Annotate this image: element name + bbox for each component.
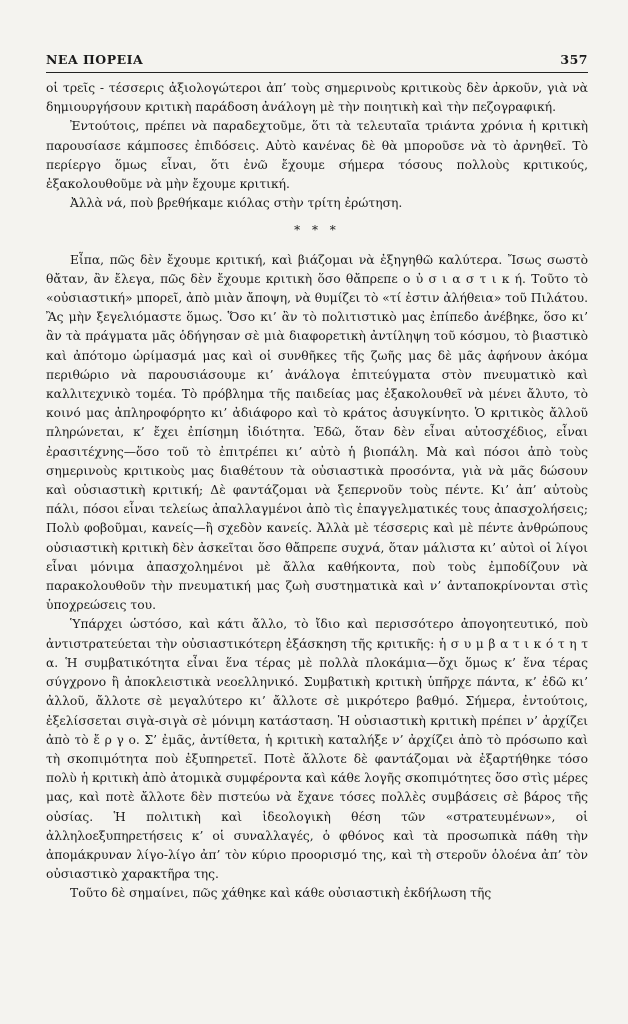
article-body <box>46 79 588 904</box>
paragraph: Ἀλλὰ νά, ποὺ βρεθήκαμε κιόλας στὴν τρίτη ἐρώτηση. <box>70 196 403 211</box>
running-header <box>46 0 588 73</box>
paragraph: Τοῦτο δὲ σημαίνει, πῶς χάθηκε καὶ κάθε οὐσιαστικὴ ἐκδήλωση τῆς <box>70 886 492 901</box>
paragraph: Εἶπα, πῶς δὲν ἔχουμε κριτική, καὶ βιάζομαι νὰ ἐξηγηθῶ καλύτερα. Ἴσως σωστὸ θἄταν, ἂν ἔλεγα, πῶς δὲν ἔχουμε κριτικὴ ὅσο θἄπρεπε ο ὐ σ ι α σ τ ι κ ή. Τοῦτο τὸ «οὐσιαστική» μπορεῖ, ἀπὸ μιὰν ἄποψη, νὰ θυμίζει τὸ «τί ἐστιν ἀλήθεια» τοῦ Πιλάτου. Ἂς μὴν ξεγελιόμαστε ὅμως. Ὅσο κι’ ἂν τὸ πολιτιστικὸ μας ἐπίπεδο ἀνέβηκε, ὅσο κι’ ἂν τὰ πράγματα μᾶς ὁδήγησαν σὲ μιὰ διαφορετικὴ ἀντίληψη τοῦ κόσμου, τὸ βιαστικὸ καὶ ἀπότομο ὡρίμασμά μας καὶ οἱ συνθῆκες τῆς ζωῆς μας δὲ μᾶς ἀφήνουν ἀκόμα περιθώριο νὰ παρουσιάσουμε κι’ ἀνάλογα ἐπιτεύγματα στὸν πνευματικὸ καὶ καλλιτεχνικὸ τομέα. Τὸ πρόβλημα τῆς παιδείας μας ἐξακολουθεῖ νὰ μένει ἄλυτο, τὸ κοινό μας ἀπληροφόρητο κι’ ἀδιάφορο καὶ τὸ κράτος ἀσυγκίνητο. Ὁ κριτικὸς ἄλλοῦ πληρώνεται, κ’ ἔχει ἐπίσημη ἰδιότητα. Ἐδῶ, ὅταν δὲν εἶναι αὐτοσχέδιος, εἶναι ἐρασιτέχνης—ὅσο τοῦ τὸ ἐπιτρέπει κι’ αὐτὸ ἡ βιοπάλη. Μὰ καὶ πόσοι ἀπὸ τοὺς σημερινοὺς κριτικοὺς μας διαθέτουν τὰ οὐσιαστικὰ προσόντα, γιὰ νὰ μᾶς δώσουν καὶ οὐσιαστικὴ κριτική; Δὲ φαντάζομαι νὰ ξεπερνοῦν τοὺς πέντε. Κι’ ἀπ’ αὐτοὺς πάλι, πόσοι εἶναι τελείως ἀπαλλαγμένοι ἀπὸ τὶς ἐπαγγελματικές τους ἀπασχολήσεις; Πολὺ φοβοῦμαι, κανείς—ἢ σχεδὸν κανείς. Ἀλλὰ μὲ τέσσερις καὶ μὲ πέντε ἀνθρώπους οὐσιαστικὴ κριτικὴ δὲν ἀσκεῖται ὅσο θἄπρεπε συχνά, ὅταν μάλιστα κι’ αὐτοὶ οἱ λίγοι εἶναι μόνιμα ἀπασχολημένοι μὲ ἄλλα καθήκοντα, ποὺ τοὺς ἐμποδίζουν νὰ παρακολουθοῦν τὴν πνευματική μας ζωὴ συστηματικὰ καὶ ν’ ἀνταποκρίνονται στὶς ὑποχρεώσεις του. <box>46 252 588 613</box>
paragraph: Ὑπάρχει ὡστόσο, καὶ κάτι ἄλλο, τὸ ἴδιο καὶ περισσότερο ἀπογοητευτικό, ποὺ ἀντιστρατεύεται τὴν οὐσιαστικότερη ἐξάσκηση τῆς κριτικῆς: ἡ σ υ μ β α τ ι κ ό τ η τ α. Ἡ συμβατικότητα εἶναι ἕνα τέρας μὲ πολλὰ πλοκάμια—ὄχι ὅμως κ’ ἕνα τέρας σύγχρονο ἢ ἀποκλειστικὰ νεοελληνικό. Συμβατικὴ κριτικὴ ὑπῆρχε πάντα, κ’ ἐδῶ κι’ ἀλλοῦ, ἄλλοτε σὲ μεγαλύτερο κι’ ἄλλοτε σὲ μικρότερο βαθμό. Σήμερα, ἐντούτοις, ἐξελίσσεται σιγὰ-σιγὰ σὲ μόνιμη κατάσταση. Ἡ οὐσιαστικὴ κριτικὴ πρέπει ν’ ἀρχίζει ἀπὸ τὸ ἔ ρ γ ο. Σ’ ἐμᾶς, ἀντίθετα, ἡ κριτικὴ καταλήξε ν’ ἀρχίζει ἀπὸ τὸ πρόσωπο καὶ τὴ σκοπιμότητα ποὺ ἐξυπηρετεῖ. Ποτὲ ἄλλοτε δὲ φαντάζομαι νὰ ἐξαρτήθηκε τόσο πολὺ ἡ κριτικὴ ἀπὸ ἀτομικὰ συμφέροντα καὶ κάθε λογῆς σκοπιμότητες ὅσο στὶς μέρες μας, καὶ ποτὲ ἄλλοτε δὲν πιστεύω νὰ ἔχανε τόσες πολλὲς συμβάσεις σὲ βάρος τῆς οὐσίας. Ἡ πολιτικὴ καὶ ἰδεολογικὴ θέση τῶν «στρατευμένων», οἱ ἀλληλοεξυπηρετήσεις κ’ οἱ συναλλαγές, ὁ φθόνος καὶ τὰ προσωπικὰ πάθη τὴν ἀπομάκρυναν λίγο-λίγο ἀπ’ τὸν κύριο προορισμό της, καὶ τὴ στεροῦν ὁλοένα ἀπ’ τὸν οὐσιαστικὸ χαρακτῆρα της. <box>46 617 588 882</box>
paragraph: οἱ τρεῖς - τέσσερις ἀξιολογώτεροι ἀπ’ τοὺς σημερινοὺς κριτικοὺς δὲν ἀρκοῦν, γιὰ νὰ δημιουργήσουν κριτικὴ παράδοση ἀνάλογη μὲ τὴν ποιητικὴ καὶ τὴν πεζογραφική. <box>46 81 588 115</box>
paragraph: Ἐντούτοις, πρέπει νὰ παραδεχτοῦμε, ὅτι τὰ τελευταῖα τριάντα χρόνια ἡ κριτικὴ παρουσίασε κάμποσες ἐπιδόσεις. Αὐτὸ κανένας δὲ θὰ μποροῦσε νὰ τὸ ἀρνηθεῖ. Τὸ περίεργο ὅμως εἶναι, ὅτι ἐνῶ ἔχουμε σήμερα τόσους πολλοὺς κριτικούς, ἐξακολουθοῦμε νὰ μὴν ἔχουμε κριτική. <box>46 119 588 192</box>
section-divider: * * * <box>294 223 340 238</box>
page-number: 357 <box>560 52 588 67</box>
journal-title: ΝΕΑ ΠΟΡΕΙΑ <box>46 52 144 67</box>
